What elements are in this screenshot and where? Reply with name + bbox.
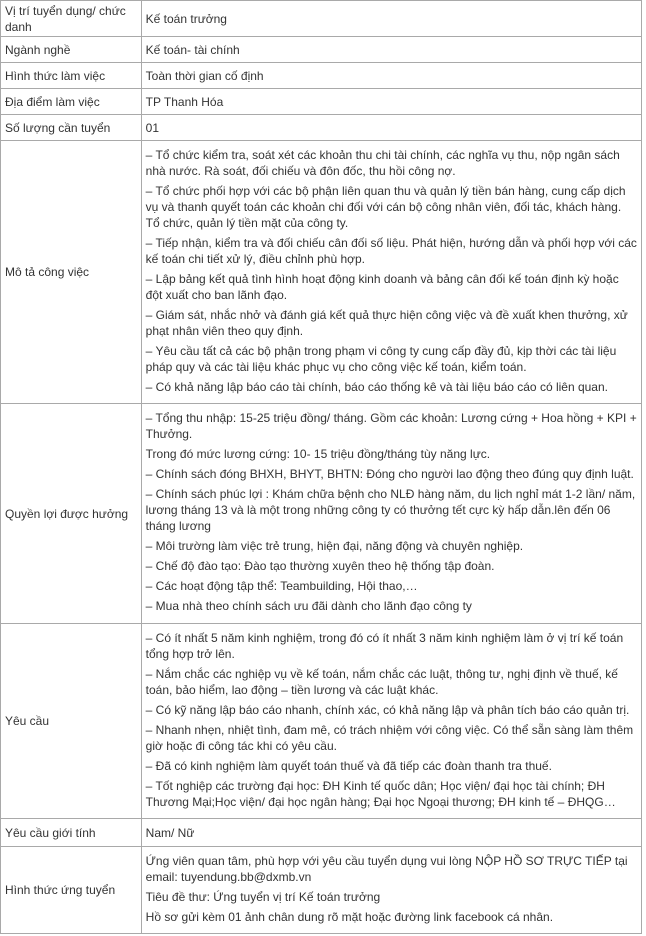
requirement-item: – Có kỹ năng lập báo cáo nhanh, chính xác, có khả năng lập và phân tích báo cáo quản trị. bbox=[145, 703, 630, 717]
value-industry: Kế toán- tài chính bbox=[141, 37, 641, 63]
description-item: – Giám sát, nhắc nhở và đánh giá kết quả thực hiện công việc và đề xuất khen thưởng, xử phạt nhân viên theo quy định. bbox=[145, 308, 628, 338]
label-quantity: Số lượng cần tuyển bbox=[1, 115, 142, 141]
benefit-item: – Môi trường làm việc trẻ trung, hiện đại, năng động và chuyên nghiệp. bbox=[145, 539, 524, 553]
description-item: – Có khả năng lập báo cáo tài chính, báo cáo thống kê và tài liệu báo cáo có liên quan. bbox=[145, 380, 608, 394]
value-application bbox=[141, 847, 641, 934]
label-requirements: Yêu cầu bbox=[1, 624, 142, 819]
label-work-type: Hình thức làm việc bbox=[1, 63, 142, 89]
row-gender bbox=[1, 819, 642, 847]
label-gender: Yêu cầu giới tính bbox=[1, 819, 142, 847]
row-job-description bbox=[1, 141, 642, 404]
description-item: – Tổ chức kiểm tra, soát xét các khoản thu chi tài chính, các nghĩa vụ thu, nộp ngân sách nhà nước. Rà soát, đối chiếu và đôn đốc, thu hồi công nợ. bbox=[145, 148, 620, 178]
row-requirements bbox=[1, 624, 642, 819]
row-work-type bbox=[1, 63, 642, 89]
requirement-item: – Có ít nhất 5 năm kinh nghiệm, trong đó có ít nhất 3 năm kinh nghiệm làm ở vị trí kế toán tổng hợp trở lên. bbox=[145, 631, 624, 661]
value-job-description bbox=[141, 141, 641, 404]
benefit-item: – Chế độ đào tạo: Đào tạo thường xuyên theo hệ thống tập đoàn. bbox=[145, 559, 495, 573]
label-position: Vị trí tuyển dụng/ chức danh bbox=[1, 1, 142, 37]
benefit-item: Trong đó mức lương cứng: 10- 15 triệu đồng/tháng tùy năng lực. bbox=[145, 447, 491, 461]
value-work-type: Toàn thời gian cố định bbox=[141, 63, 641, 89]
row-application bbox=[1, 847, 642, 934]
application-item: Tiêu đề thư: Ứng tuyển vị trí Kế toán trưởng bbox=[145, 890, 381, 904]
application-item: Hồ sơ gửi kèm 01 ảnh chân dung rõ mặt hoặc đường link facebook cá nhân. bbox=[145, 910, 554, 924]
description-item: – Lập bảng kết quả tình hình hoạt động kinh doanh và bảng cân đối kế toán định kỳ hoặc đột xuất cho ban lãnh đạo. bbox=[145, 272, 619, 302]
label-job-description: Mô tả công việc bbox=[1, 141, 142, 404]
description-item: – Yêu cầu tất cả các bộ phận trong phạm vi công ty cung cấp đầy đủ, kịp thời các tài liệu pháp quy và các tài liệu khác phục vụ cho công việc kế toán, kiểm toán. bbox=[145, 344, 617, 374]
benefit-item: – Tổng thu nhập: 15-25 triệu đồng/ tháng. Gồm các khoản: Lương cứng + Hoa hồng + KPI + Thưởng. bbox=[145, 411, 637, 441]
requirement-item: – Đã có kinh nghiệm làm quyết toán thuế và đã tiếp các đoàn thanh tra thuế. bbox=[145, 759, 552, 773]
description-item: – Tổ chức phối hợp với các bộ phận liên quan thu và quản lý tiền bán hàng, cung cấp dịch vụ và thanh quyết toán các khoản chi đối với cán bộ công nhân viên, đối tác, khách hàng. Tổ chức, quản lý tiền mặt của công ty. bbox=[145, 184, 626, 230]
row-quantity bbox=[1, 115, 642, 141]
benefit-item: – Các hoạt động tập thể: Teambuilding, Hội thao,… bbox=[145, 579, 418, 593]
requirement-item: – Nhanh nhẹn, nhiệt tình, đam mê, có trách nhiệm với công việc. Có thể sẵn sàng làm thêm giờ hoặc đi công tác khi có yêu cầu. bbox=[145, 723, 634, 753]
requirement-item: – Nắm chắc các nghiệp vụ về kế toán, nắm chắc các luật, thông tư, nghị định về thuế, kế toán, bảo hiểm, lao động – tiền lương và các luật khác. bbox=[145, 667, 618, 697]
application-item: Ứng viên quan tâm, phù hợp với yêu cầu tuyển dụng vui lòng NỘP HỒ SƠ TRỰC TIẾP tại email: tuyendung.bb@dxmb.vn bbox=[145, 854, 628, 884]
value-benefits bbox=[141, 404, 641, 624]
benefit-item: – Chính sách đóng BHXH, BHYT, BHTN: Đóng cho người lao động theo đúng quy định luật. bbox=[145, 467, 634, 481]
label-location: Địa điểm làm việc bbox=[1, 89, 142, 115]
value-gender: Nam/ Nữ bbox=[141, 819, 641, 847]
description-item: – Tiếp nhận, kiểm tra và đối chiếu cân đối số liệu. Phát hiện, hướng dẫn và phối hợp với các kế toán chi tiết xử lý, điều chỉnh phù hợp. bbox=[145, 236, 637, 266]
value-requirements bbox=[141, 624, 641, 819]
requirement-item: – Tốt nghiệp các trường đại học: ĐH Kinh tế quốc dân; Học viện/ đại học tài chính; ĐH Thương Mại;Học viện/ đại học ngân hàng; Đại học Ngoại thương; ĐH kinh tế – ĐHQG… bbox=[145, 779, 616, 809]
row-industry bbox=[1, 37, 642, 63]
value-location: TP Thanh Hóa bbox=[141, 89, 641, 115]
value-quantity: 01 bbox=[141, 115, 641, 141]
benefit-item: – Mua nhà theo chính sách ưu đãi dành cho lãnh đạo công ty bbox=[145, 599, 472, 613]
benefit-item: – Chính sách phúc lợi : Khám chữa bệnh cho NLĐ hàng năm, du lịch nghỉ mát 1-2 lần/ năm, lương tháng 13 và là một trong những công ty có thưởng tết cực kỳ hấp dẫn.lên đến 06 tháng lương bbox=[145, 487, 636, 533]
row-position bbox=[1, 1, 642, 37]
label-application: Hình thức ứng tuyển bbox=[1, 847, 142, 934]
label-benefits: Quyền lợi được hưởng bbox=[1, 404, 142, 624]
value-position: Kế toán trưởng bbox=[141, 1, 641, 37]
row-location bbox=[1, 89, 642, 115]
row-benefits bbox=[1, 404, 642, 624]
label-industry: Ngành nghề bbox=[1, 37, 142, 63]
